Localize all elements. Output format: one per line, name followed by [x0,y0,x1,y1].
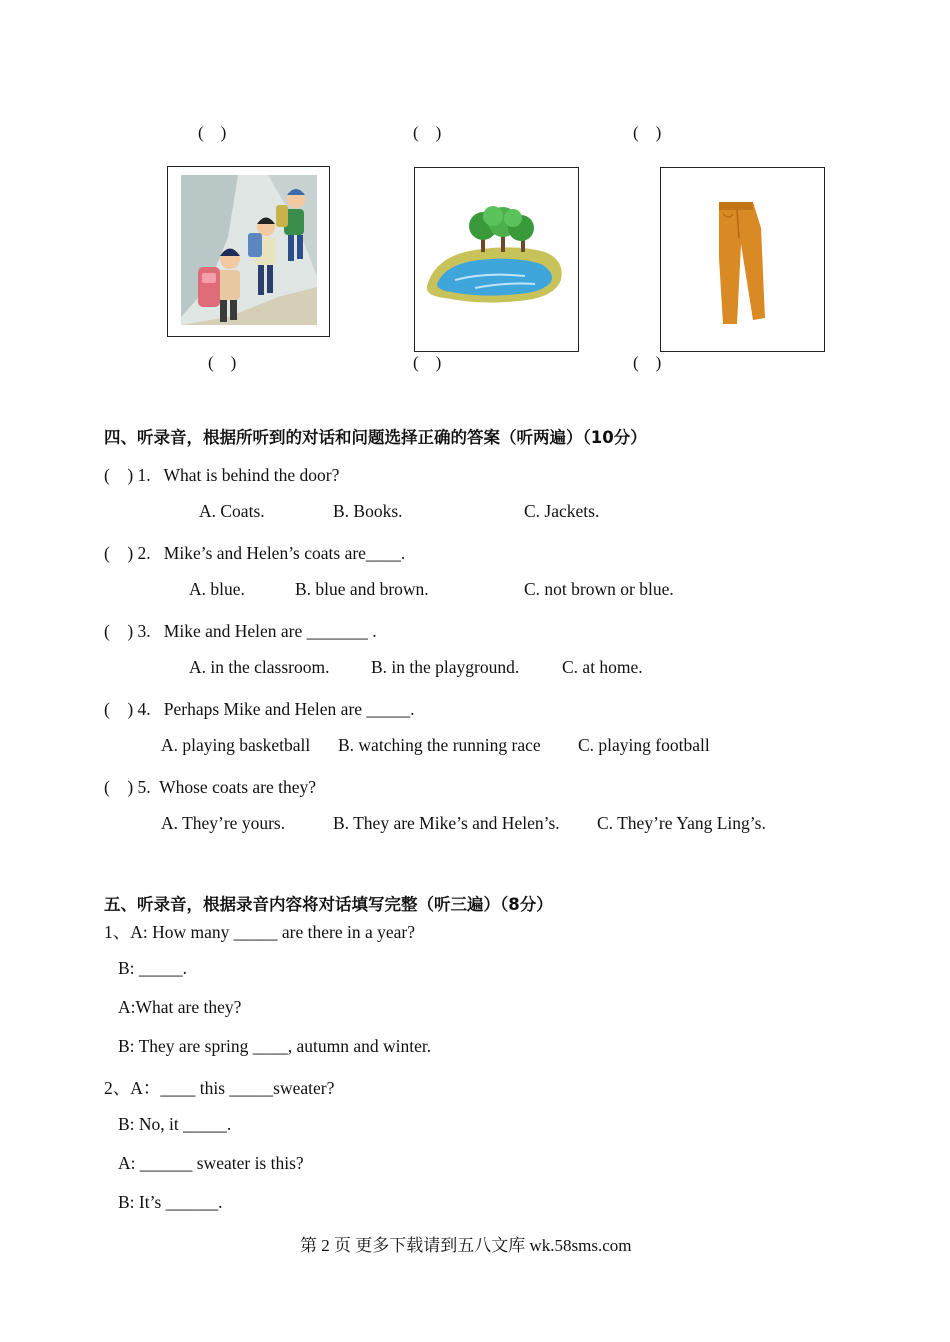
dialog-line-7: A: ______ sweater is this? [118,1153,304,1173]
section5-heading: 五、听录音，根据录音内容将对话填写完整（听三遍）（8分） [104,895,553,914]
dialog-line-1: 1、A: How many _____ are there in a year? [104,922,416,942]
answer-blank-top-1[interactable]: ( ) [198,123,227,142]
q2-text: Mike’s and Helen’s coats are____. [163,543,406,563]
picture-hikers [167,166,330,337]
q2-option-b: B. blue and brown. [295,579,429,599]
dialog-line-8: B: It’s ______. [118,1192,223,1212]
q5-prefix[interactable]: ( ) 5. [104,777,151,797]
q1-option-b: B. Books. [333,501,403,521]
q1-prefix[interactable]: ( ) 1. [104,465,151,485]
q5-line [104,774,316,799]
q1-line [104,462,339,487]
answer-blank-bottom-1[interactable]: ( ) [208,353,237,372]
q5-option-a: A. They’re yours. [161,813,286,833]
q3-line [104,618,377,643]
q4-text: Perhaps Mike and Helen are _____. [163,699,415,719]
q2-option-c: C. not brown or blue. [524,579,674,599]
dialog-line-3: A:What are they? [118,997,242,1017]
q2-line [104,540,405,565]
page-footer: 第 2 页 更多下载请到五八文库 wk.58sms.com [300,1236,632,1255]
q3-option-a: A. in the classroom. [189,657,330,677]
q4-option-c: C. playing football [578,735,710,755]
q4-prefix[interactable]: ( ) 4. [104,699,151,719]
hikers-illustration [168,167,329,336]
q1-text: What is behind the door? [163,465,340,485]
lake-illustration [415,168,578,351]
q1-option-a: A. Coats. [199,501,265,521]
trousers-illustration [661,168,824,351]
q3-option-b: B. in the playground. [371,657,520,677]
section4-heading: 四、听录音，根据所听到的对话和问题选择正确的答案（听两遍）（10分） [104,428,647,447]
q4-line [104,696,415,721]
dialog-line-6: B: No, it _____. [118,1114,232,1134]
q2-prefix[interactable]: ( ) 2. [104,543,151,563]
answer-blank-bottom-2[interactable]: ( ) [413,353,442,372]
dialog-line-4: B: They are spring ____, autumn and winter. [118,1036,432,1056]
q5-option-b: B. They are Mike’s and Helen’s. [333,813,560,833]
picture-lake [414,167,579,352]
answer-blank-bottom-3[interactable]: ( ) [633,353,662,372]
q2-option-a: A. blue. [189,579,245,599]
q4-option-b: B. watching the running race [338,735,541,755]
q5-text: Whose coats are they? [159,777,317,797]
q1-option-c: C. Jackets. [524,501,600,521]
q3-option-c: C. at home. [562,657,643,677]
answer-blank-top-2[interactable]: ( ) [413,123,442,142]
q5-option-c: C. They’re Yang Ling’s. [597,813,766,833]
q3-prefix[interactable]: ( ) 3. [104,621,151,641]
dialog-line-5: 2、A：____ this _____sweater? [104,1078,335,1098]
q4-option-a: A. playing basketball [161,735,311,755]
q3-text: Mike and Helen are _______ . [163,621,377,641]
picture-trousers [660,167,825,352]
answer-blank-top-3[interactable]: ( ) [633,123,662,142]
dialog-line-2: B: _____. [118,958,188,978]
